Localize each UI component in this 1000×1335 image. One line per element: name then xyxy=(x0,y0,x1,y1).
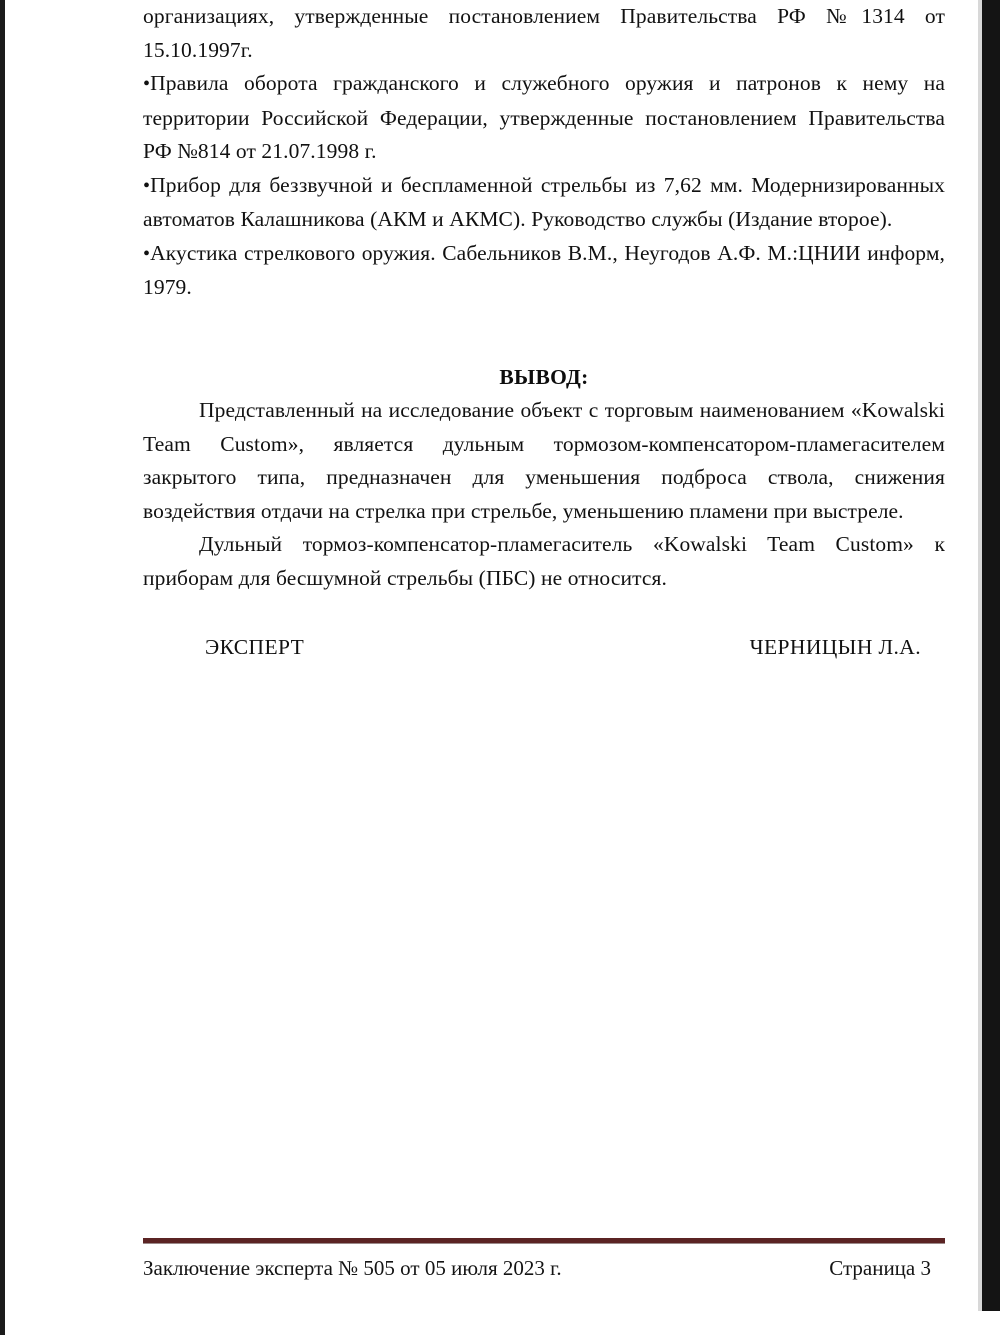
bullet-icon: • xyxy=(143,73,151,95)
bullet-item-text: Прибор для беззвучной и беспламенной стрельбы из 7,62 мм. Модернизированных автоматов Калашникова (АКМ и АКМС). Руководство службы (Издание второе). xyxy=(143,172,945,231)
bullet-item-text: Акустика стрелкового оружия. Сабельников В.М., Неугодов А.Ф. М.:ЦНИИ информ, 1979. xyxy=(143,240,945,299)
document-body xyxy=(143,0,945,665)
expert-role-label: ЭКСПЕРТ xyxy=(205,635,305,659)
footer-reference: Заключение эксперта № 505 от 05 июля 2023 г. xyxy=(143,1256,562,1280)
bullet-item xyxy=(143,169,945,237)
signature-row xyxy=(143,631,945,665)
bullet-icon: • xyxy=(143,174,151,197)
expert-name: ЧЕРНИЦЫН Л.А. xyxy=(749,635,921,659)
conclusion-paragraph: Представленный на исследование объект с торговым наименованием «Kowalski Team Custom», является дульным тормозом-компенсатором-пламегасителем закрытого типа, предназначен для уменьшения подброса ствола, снижения воздействия отдачи на стрелка при стрельбе, уменьшению пламени при выстреле. xyxy=(143,398,945,523)
bullet-item-text: Правила оборота гражданского и служебного оружия и патронов к нему на территории Российской Федерации, утвержденные постановлением Правительства РФ №814 от 21.07.1998 г. xyxy=(143,71,945,163)
bullet-item xyxy=(143,67,945,169)
bullet-item xyxy=(143,237,945,305)
footer-page-number: Страница 3 xyxy=(829,1256,931,1280)
footer-divider xyxy=(143,1238,945,1244)
scan-edge-left xyxy=(0,0,5,1335)
footer-row xyxy=(143,1253,945,1283)
conclusion-paragraph: Дульный тормоз-компенсатор-пламегаситель «Kowalski Team Custom» к приборам для бесшумной стрельбы (ПБС) не относится. xyxy=(143,532,945,590)
scan-edge-right xyxy=(982,0,1000,1311)
section-spacer xyxy=(143,305,945,361)
bullet-icon: • xyxy=(143,242,151,265)
conclusion-heading: ВЫВОД: xyxy=(499,364,589,389)
continued-paragraph: организациях, утвержденные постановлением Правительства РФ №1314 от 15.10.1997г. xyxy=(143,4,945,62)
page-footer xyxy=(143,1238,945,1283)
